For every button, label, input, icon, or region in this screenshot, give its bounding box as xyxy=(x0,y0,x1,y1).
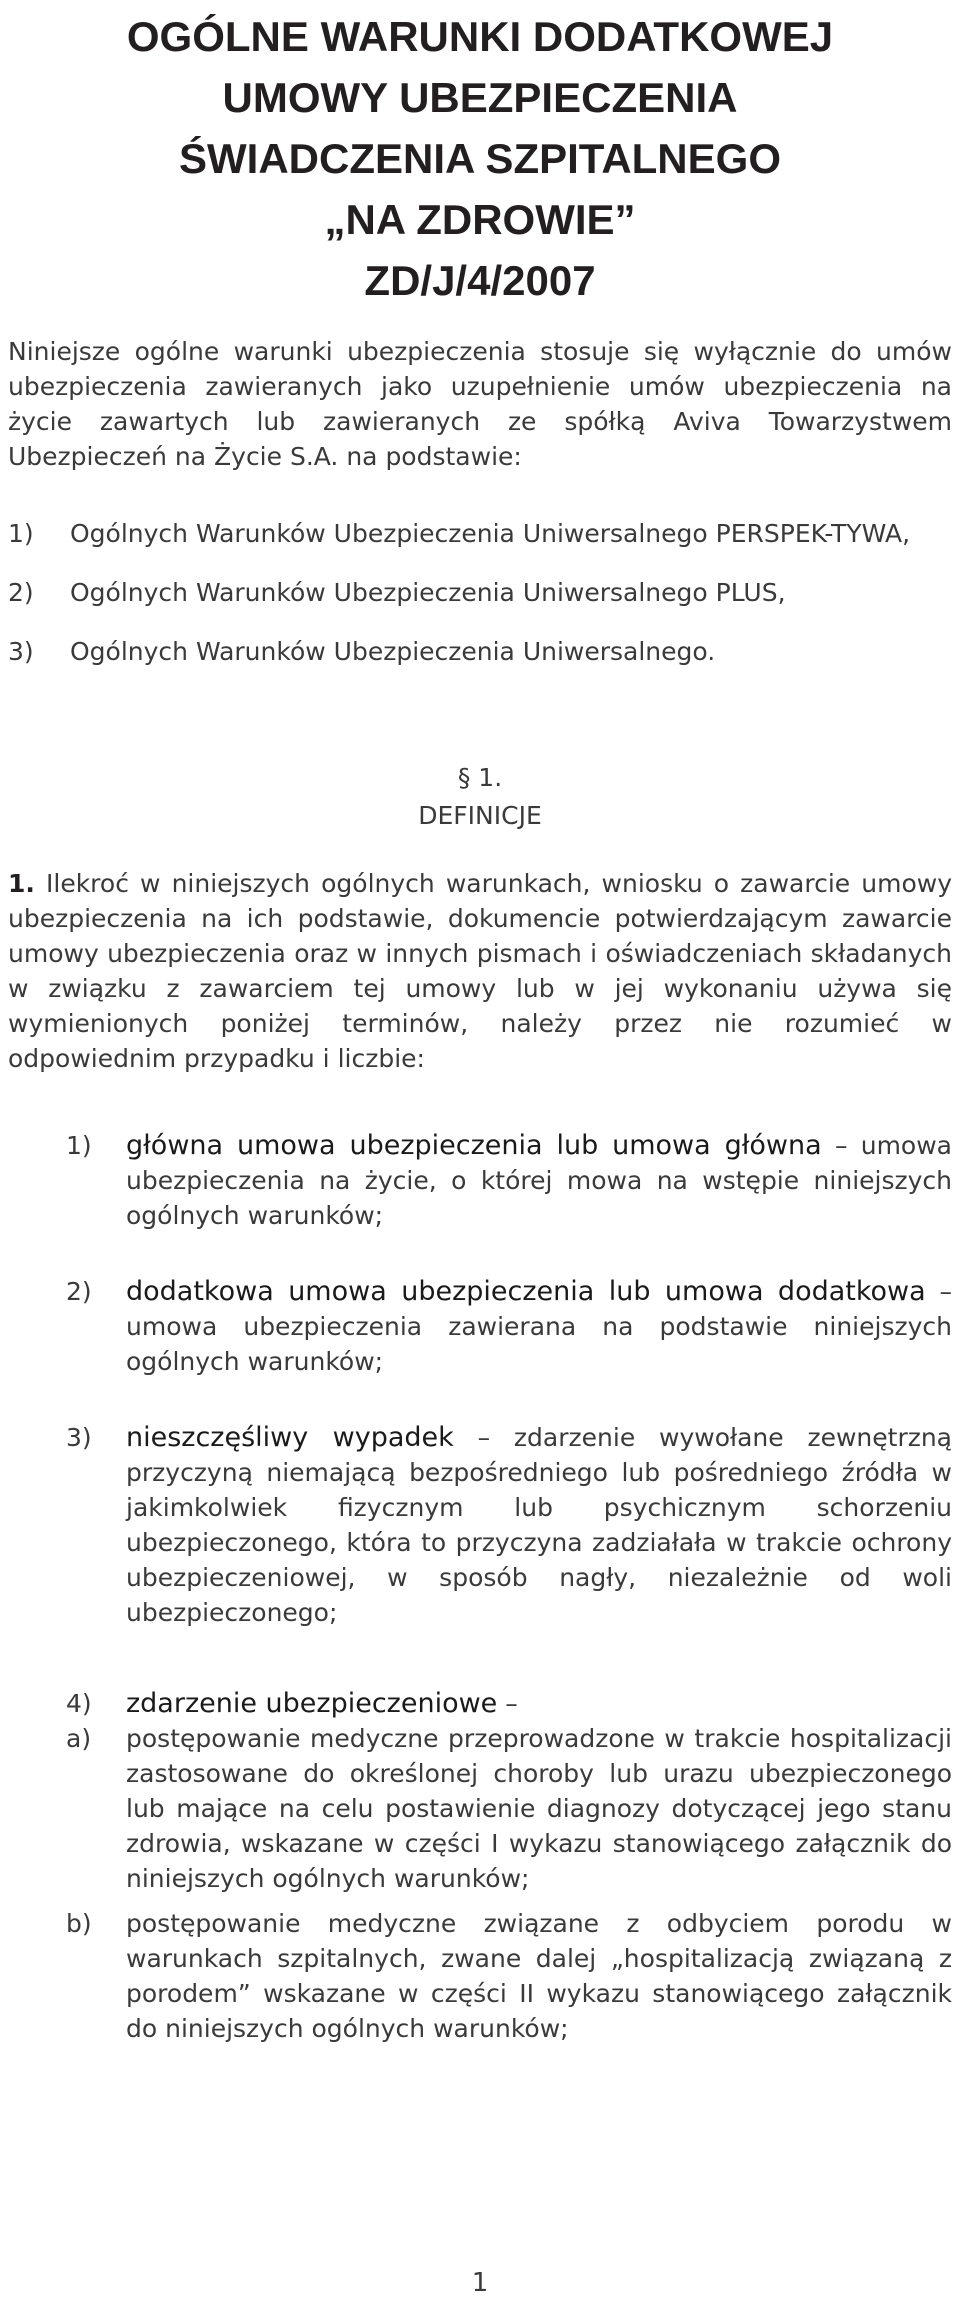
definition-number: 2) xyxy=(66,1277,92,1306)
list-item xyxy=(8,516,952,551)
sub-item xyxy=(66,1721,952,1896)
definition-text: – umowa ubezpieczenia zawierana na podstawie niniejszych ogólnych warunków; xyxy=(126,1277,952,1376)
list-item xyxy=(8,634,952,669)
page-number: 1 xyxy=(471,2268,489,2298)
list-number: 3) xyxy=(8,637,34,666)
title-line: UMOWY UBEZPIECZENIA xyxy=(222,74,738,121)
intro-list xyxy=(8,516,952,669)
definition-item xyxy=(8,1274,952,1379)
definition-text: – umowa ubezpieczenia na życie, o której mowa na wstępie niniejszych ogólnych warunków; xyxy=(126,1131,952,1230)
title-line: „NA ZDROWIE” xyxy=(324,196,636,243)
definition-term: nieszczęśliwy wypadek xyxy=(126,1422,454,1453)
list-text: Ogólnych Warunków Ubezpieczenia Uniwersalnego PERSPEK-TYWA, xyxy=(70,519,911,548)
sub-item-text: postępowanie medyczne przeprowadzone w trakcie hospitalizacji zastosowane do określonej choroby lub urazu ubezpieczonego lub mające na celu postawienie diagnozy dotyczącej jego stanu zdrowia, wskazane w części I wykazu stanowiącego załącznik do niniejszych ogólnych warunków; xyxy=(126,1724,952,1893)
list-text: Ogólnych Warunków Ubezpieczenia Uniwersalnego PLUS, xyxy=(70,578,786,607)
title-line: ŚWIADCZENIA SZPITALNEGO xyxy=(179,135,781,182)
sub-item-letter: b) xyxy=(66,1909,92,1938)
list-number: 1) xyxy=(8,519,34,548)
definition-term: zdarzenie ubezpieczeniowe xyxy=(126,1688,498,1719)
document-title xyxy=(0,6,960,311)
definition-number: 3) xyxy=(66,1423,92,1452)
definition-item xyxy=(8,1128,952,1233)
sub-item-text: postępowanie medyczne związane z odbyciem porodu w warunkach szpitalnych, zwane dalej „hospitalizacją związaną z porodem” wskazane w części II wykazu stanowiącego załącznik do niniejszych ogólnych warunków; xyxy=(126,1909,952,2043)
definition-term: główna umowa ubezpieczenia lub umowa główna xyxy=(126,1130,822,1161)
sub-item xyxy=(66,1906,952,2046)
paragraph-text: Ilekroć w niniejszych ogólnych warunkach, wniosku o zawarcie umowy ubezpieczenia na ich podstawie, dokumencie potwierdzającym zawarcie umowy ubezpieczenia oraz w innych pismach i oświadczeniach składanych w związku z zawarciem tej umowy lub w jej wykonaniu używa się wymienionych poniżej terminów, należy przez nie rozumieć w odpowiednim przypadku i liczbie: xyxy=(8,869,952,1073)
paragraph-number: 1. xyxy=(8,869,35,898)
sub-item-letter: a) xyxy=(66,1724,92,1753)
title-line: OGÓLNE WARUNKI DODATKOWEJ xyxy=(126,13,834,60)
list-number: 2) xyxy=(8,578,34,607)
section-heading: DEFINICJE xyxy=(418,801,542,830)
definition-number: 1) xyxy=(66,1131,92,1160)
definition-item xyxy=(8,1420,952,1630)
definition-item xyxy=(8,1686,952,2046)
definition-text: – xyxy=(497,1689,518,1718)
definition-term: dodatkowa umowa ubezpieczenia lub umowa dodatkowa xyxy=(126,1276,926,1307)
section-number: § 1. xyxy=(457,763,503,792)
definition-text: – zdarzenie wywołane zewnętrzną przyczyną niemającą bezpośredniego lub pośredniego źródła w jakimkolwiek fizycznym lub psychicznym schorzeniu ubezpieczonego, która to przyczyna zadziałała w trakcie ochrony ubezpieczeniowej, w sposób nagły, niezależnie od woli ubezpieczonego; xyxy=(126,1423,953,1627)
definition-number: 4) xyxy=(66,1689,92,1718)
title-line: ZD/J/4/2007 xyxy=(364,257,596,304)
list-text: Ogólnych Warunków Ubezpieczenia Uniwersalnego. xyxy=(70,637,716,666)
definitions-intro xyxy=(8,866,952,1076)
list-item xyxy=(8,575,952,610)
intro-paragraph: Niniejsze ogólne warunki ubezpieczenia stosuje się wyłącznie do umów ubezpieczenia zawieranych jako uzupełnienie umów ubezpieczenia na życie zawartych lub zawieranych ze spółką Aviva Towarzystwem Ubezpieczeń na Życie S.A. na podstawie: xyxy=(8,337,952,471)
